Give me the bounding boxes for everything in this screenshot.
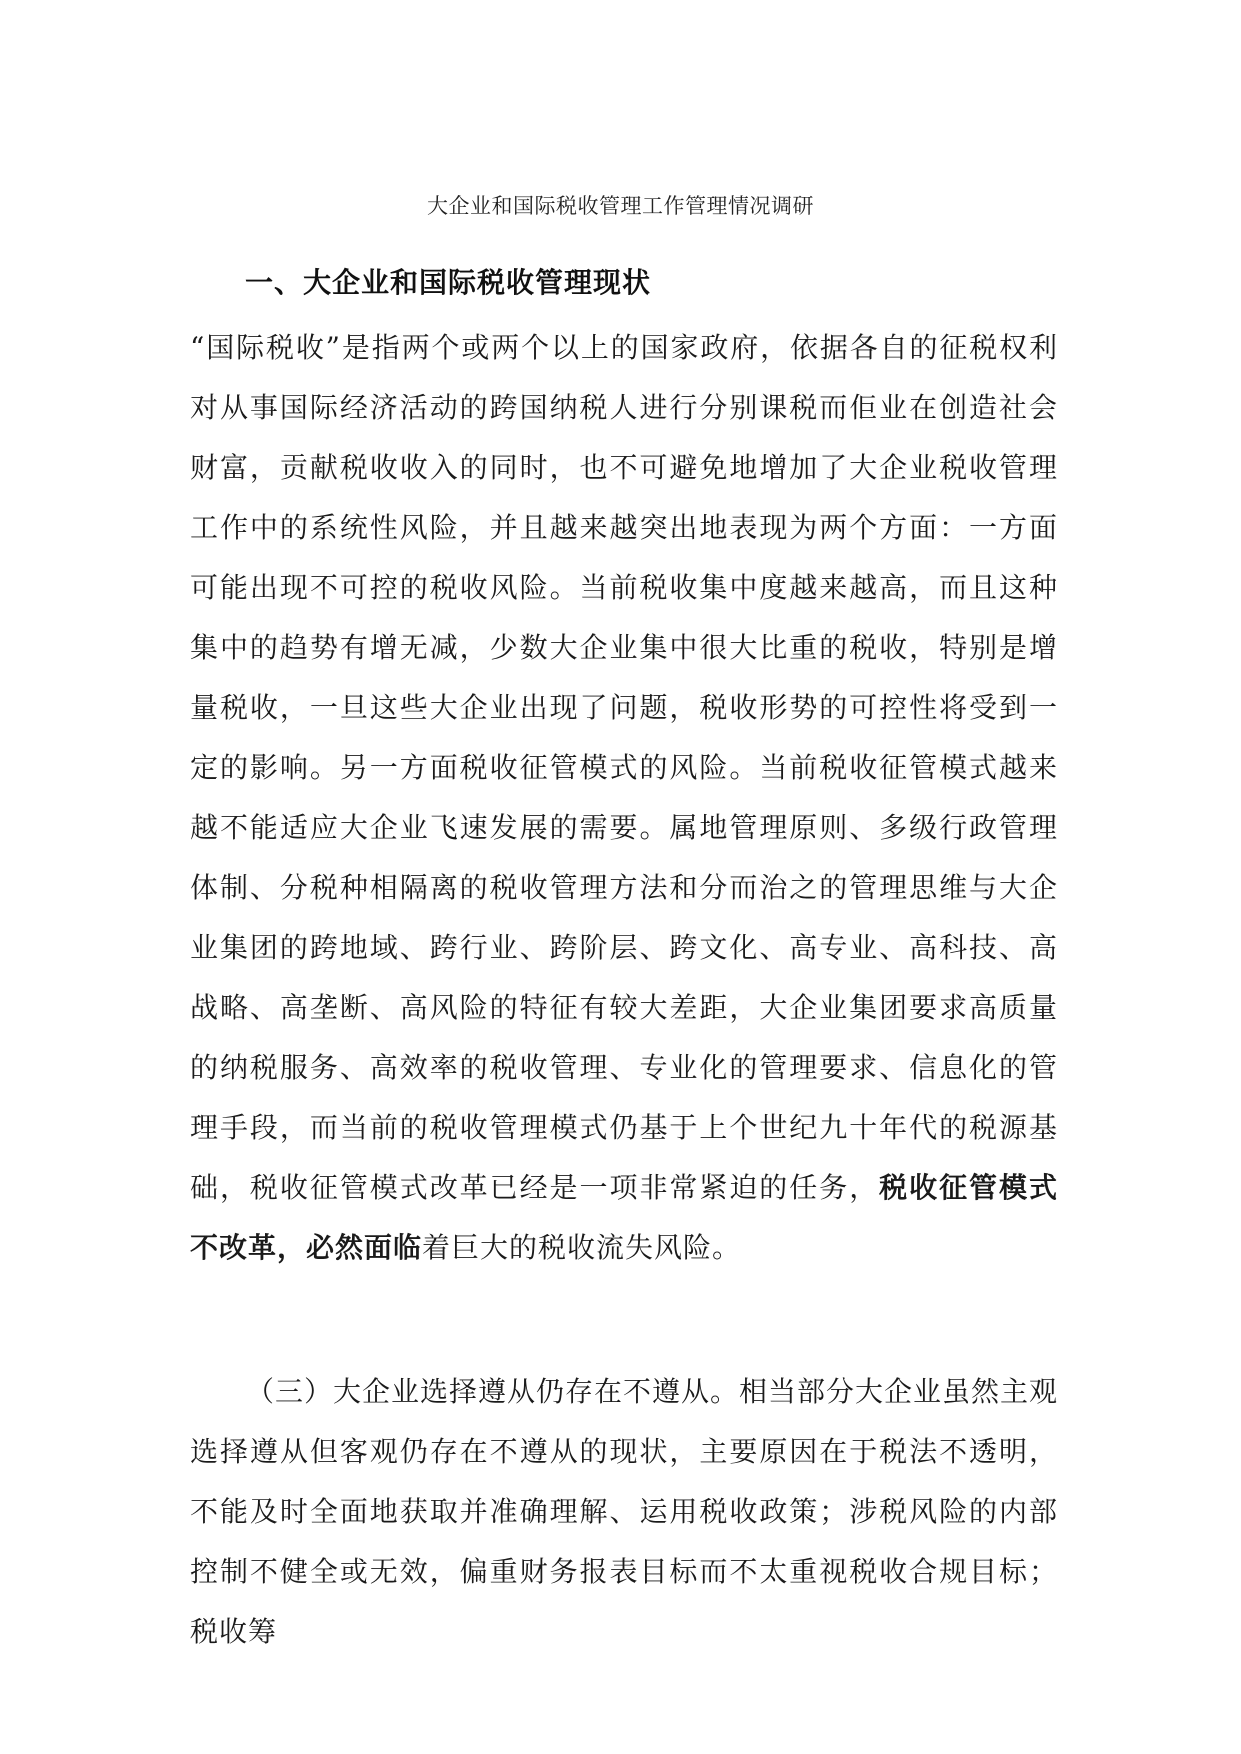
paragraph-1-bold-phrase: 税收征管模式不改革，必然面临 xyxy=(190,1171,1058,1264)
body-paragraph-2: （三）大企业选择遵从仍存在不遵从。相当部分大企业虽然主观选择遵从但客观仍存在不遵从的现状，主要原因在于税法不透明，不能及时全面地获取并准确理解、运用税收政策；涉税风险的内部控制不健全或无效，偏重财务报表目标而不太重视税收合规目标；税收筹 xyxy=(190,1375,1059,1648)
body-paragraph-1 xyxy=(190,318,1058,1278)
document-title: 大企业和国际税收管理工作管理情况调研 xyxy=(427,194,814,218)
paragraph-1-text-start: “国际税收”是指两个或两个以上的国家政府，依据各自的征税权利对从事国际经济活动的跨国纳税人进行分别课税而佢业在创造社会财富，贡献税收收入的同时，也不可避免地增加了大企业税收管理工作中的系统性风险，并且越来越突出地表现为两个方面：一方面可能出现不可控的税收风险。当前税收集中度越来越高，而且这种集中的趋势有增无减，少数大企业集中很大比重的税收，特别是增量税收，一旦这些大企业出现了问题，税收形势的可控性将受到一定的影响。另一方面税收征管模式的风险。当前税收征管模式越来越不能适应大企业飞速发展的需要。属地管理原则、多级行政管理体制、分税种相隔离的税收管理方法和分而治之的管理思维与大企业集团的跨地域、跨行业、跨阶层、跨文化、高专业、高科技、高战略、高垄断、高风险的特征有较大差距，大企业集团要求高质量的纳税服务、高效率的税收管理、专业化的管理要求、信息化的管理手段，而当前的税收管理模式仍基于上个世纪九十年代的税源基础，税收征管模式改革已经是一项非常紧迫的任务， xyxy=(190,331,1058,1204)
paragraph-1-text-end: 着巨大的税收流失风险。 xyxy=(422,1231,742,1264)
section-heading: 一、大企业和国际税收管理现状 xyxy=(245,266,652,299)
